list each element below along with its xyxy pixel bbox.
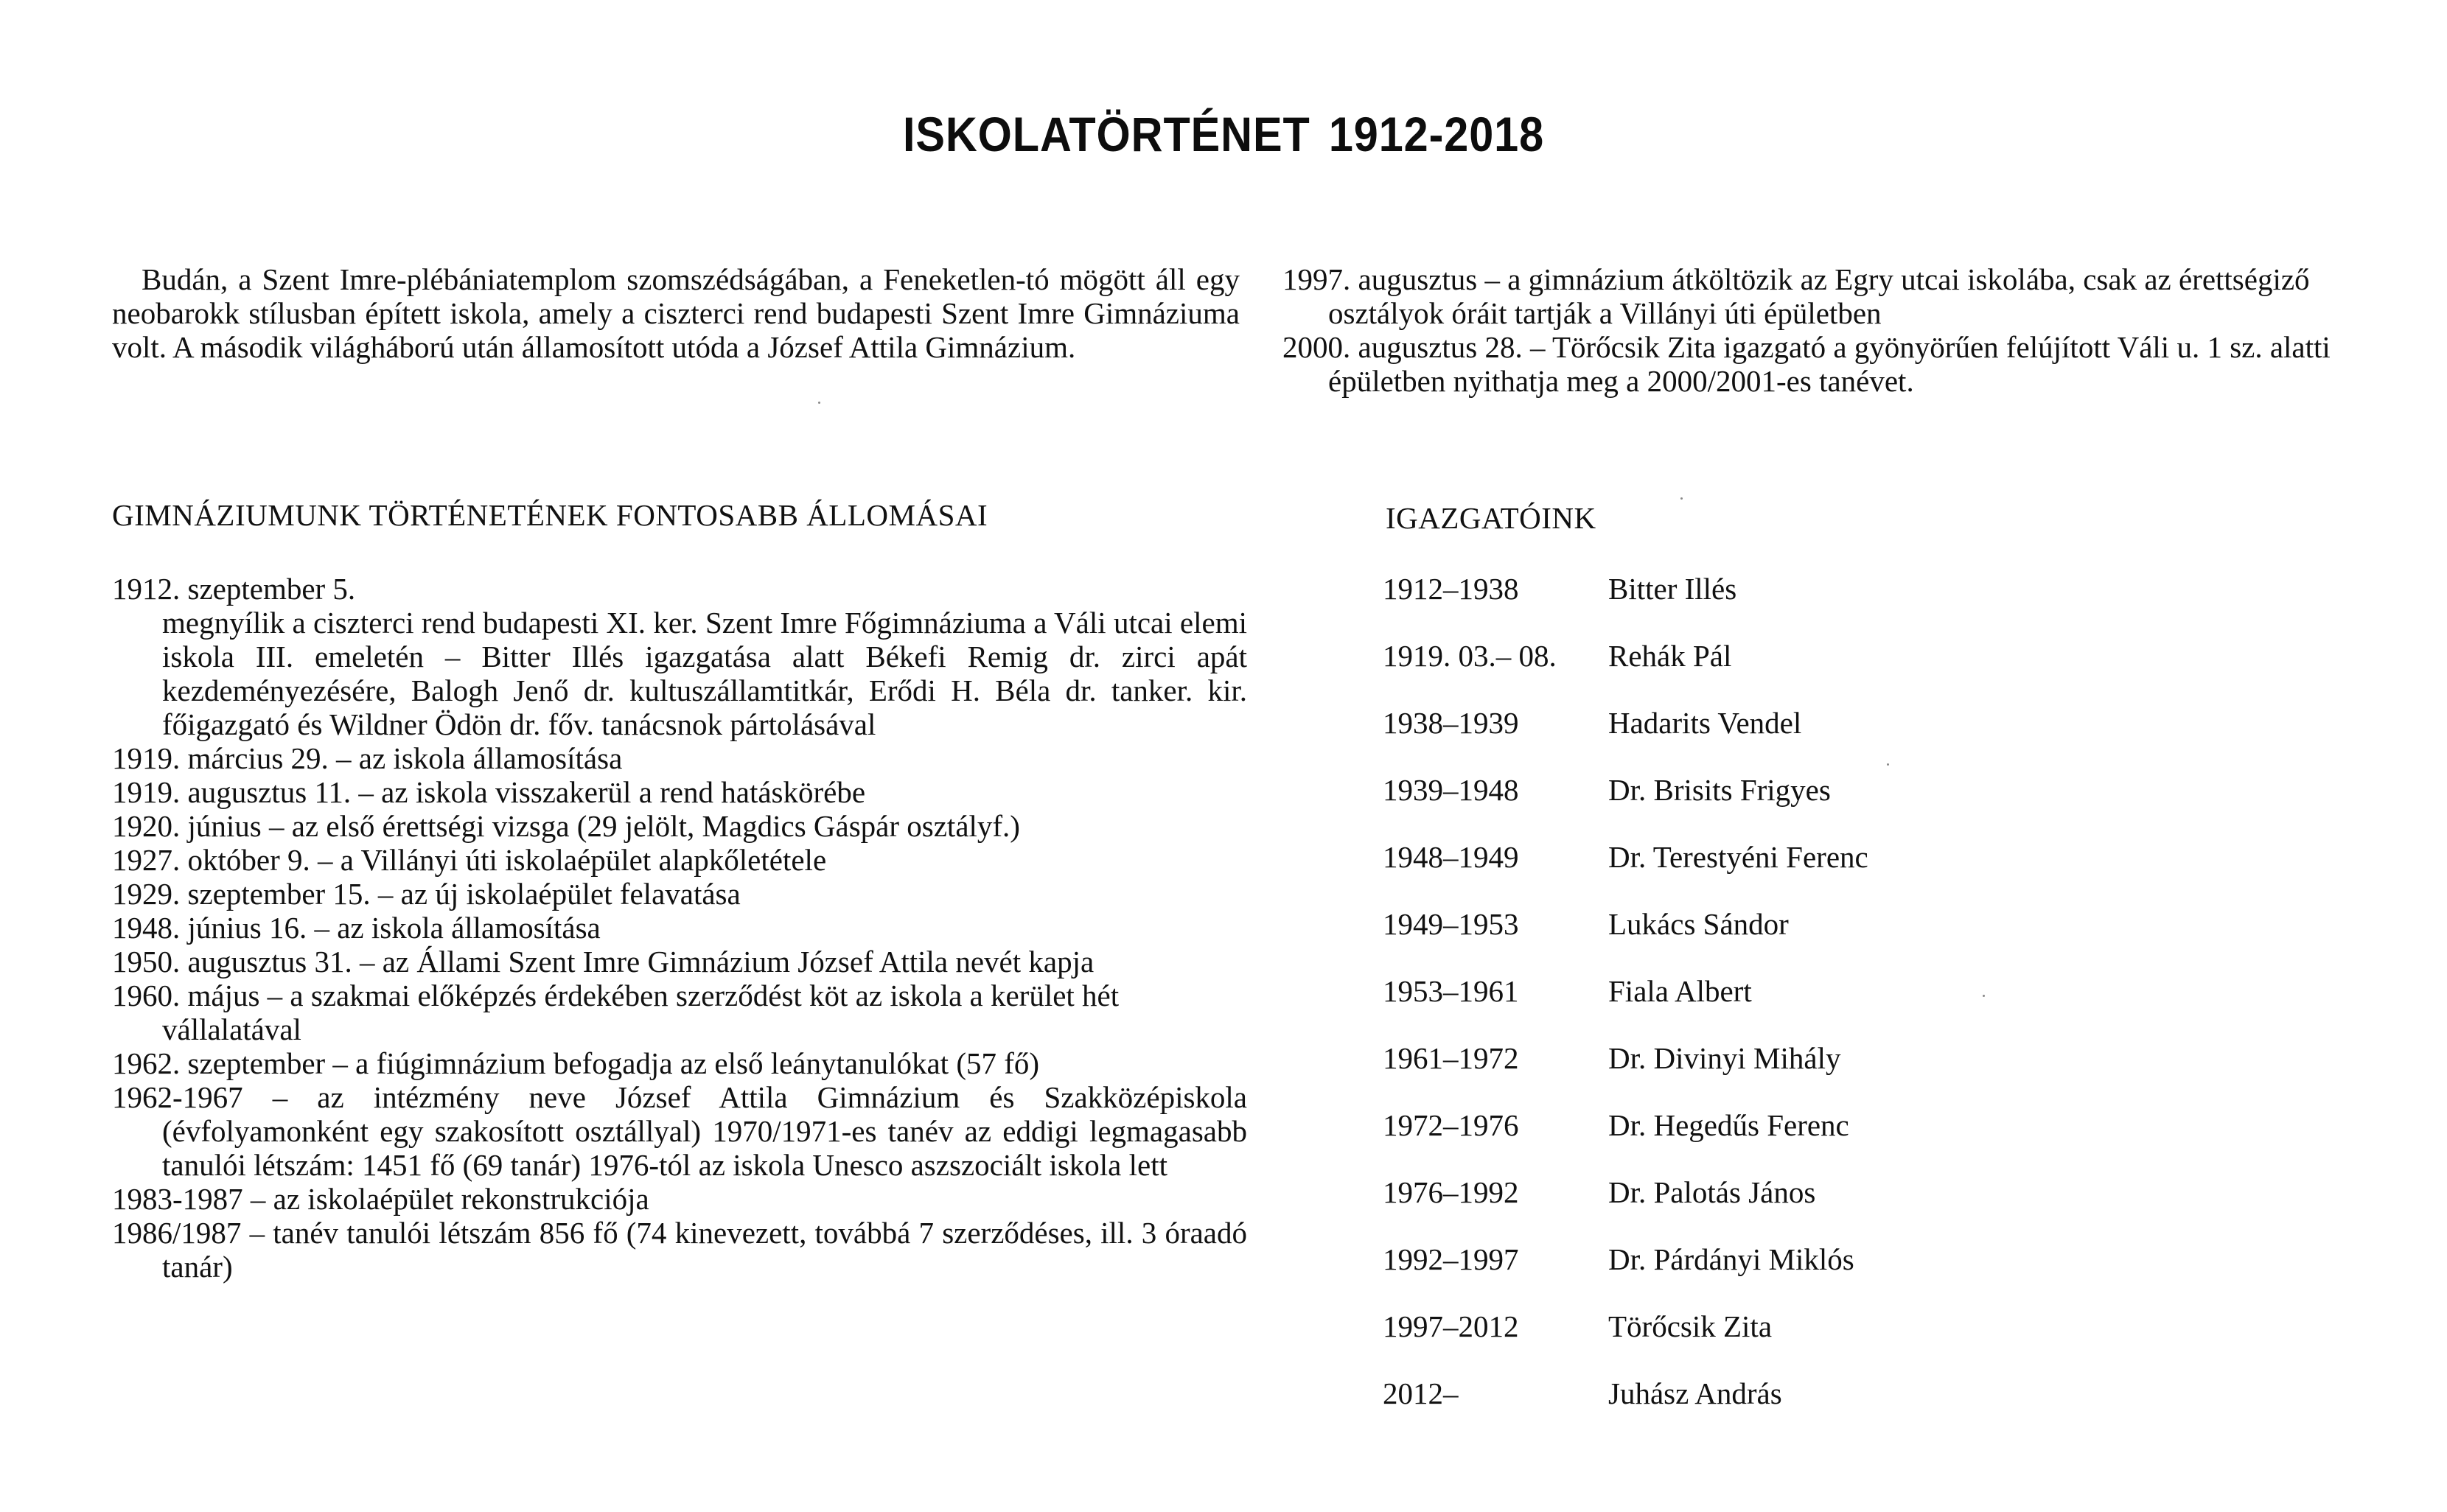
principal-row [1383, 1376, 2046, 1443]
principal-row [1383, 1041, 2046, 1108]
principal-name: Dr. Palotás János [1608, 1175, 1816, 1209]
principal-period: 1938–1939 [1383, 706, 1519, 740]
principal-name: Lukács Sándor [1608, 907, 1789, 941]
principal-name: Fiala Albert [1608, 974, 1752, 1008]
scan-speck [818, 402, 820, 404]
milestone-item: 1983-1987 – az iskolaépület rekonstrukciója [112, 1182, 649, 1216]
principal-row [1383, 1309, 2046, 1376]
principal-name: Hadarits Vendel [1608, 706, 1802, 740]
milestone-item: 1986/1987 – tanév tanulói létszám 856 fő (74 kinevezett, továbbá 7 szerződéses, ill. 3 óraadó tanár) [112, 1216, 1247, 1284]
principal-name: Bitter Illés [1608, 572, 1737, 606]
milestone-item: 1927. október 9. – a Villányi úti iskolaépület alapkőletétele [112, 843, 827, 877]
milestone-body: megnyílik a ciszterci rend budapesti XI. ker. Szent Imre Főgimnáziuma a Váli utcai elemi iskola III. emeletén – Bitter Illés igazgatása alatt Békefi Remig dr. zirci apát kezdeményezésére, Balogh Jenő dr. kultuszállamtitkár, Erődi H. Béla dr. tanker. kir. főigazgató és Wildner Ödön dr. főv. tanácsnok pártolásával [162, 606, 1247, 741]
principal-row [1383, 907, 2046, 974]
principal-row [1383, 639, 2046, 706]
principal-period: 1953–1961 [1383, 974, 1519, 1008]
principal-period: 1961–1972 [1383, 1041, 1519, 1075]
milestone-item: 1919. március 29. – az iskola államosítása [112, 741, 623, 775]
principal-name: Törőcsik Zita [1608, 1309, 1773, 1343]
milestone-item: 1948. június 16. – az iskola államosítása [112, 911, 601, 945]
principal-period: 1919. 03.– 08. [1383, 639, 1557, 673]
milestones-list [112, 572, 1247, 1284]
principal-name: Dr. Brisits Frigyes [1608, 773, 1831, 807]
principal-row [1383, 974, 2046, 1041]
scan-speck [1887, 763, 1889, 766]
principal-name: Dr. Divinyi Mihály [1608, 1041, 1841, 1075]
intro-paragraph: Budán, a Szent Imre-plébániatemplom szomszédságában, a Feneketlen-tó mögött áll egy neobarokk stílusban épített iskola, amely a ciszterci rend budapesti Szent Imre Gimnáziuma volt. A második világháború után államosított utóda a József Attila Gimnázium. [112, 262, 1240, 364]
milestone-item: 1950. augusztus 31. – az Állami Szent Imre Gimnázium József Attila nevét kapja [112, 945, 1095, 979]
principal-period: 1976–1992 [1383, 1175, 1519, 1209]
principal-name: Dr. Terestyéni Ferenc [1608, 840, 1868, 874]
principal-period: 1992–1997 [1383, 1242, 1519, 1276]
principal-name: Dr. Hegedűs Ferenc [1608, 1108, 1849, 1142]
principal-row [1383, 1108, 2046, 1175]
milestone-item: 1929. szeptember 15. – az új iskolaépület felavatása [112, 877, 741, 911]
principals-heading: IGAZGATÓINK [1386, 501, 1596, 535]
milestone-item [112, 572, 1247, 741]
title-text: ISKOLATÖRTÉNET [902, 107, 1310, 162]
principal-row [1383, 1242, 2046, 1309]
page-title [122, 106, 2325, 162]
principal-name: Juhász András [1608, 1376, 1782, 1410]
milestones-heading: GIMNÁZIUMUNK TÖRTÉNETÉNEK FONTOSABB ÁLLOMÁSAI [112, 498, 988, 532]
principals-list [1383, 572, 2046, 1443]
milestone-item: 1962. szeptember – a fiúgimnázium befogadja az első leánytanulókat (57 fő) [112, 1046, 1040, 1080]
principal-period: 1949–1953 [1383, 907, 1519, 941]
scan-speck [1983, 995, 1985, 997]
scan-speck [1680, 497, 1683, 500]
principal-period: 1997–2012 [1383, 1309, 1519, 1343]
intro-event: 1997. augusztus – a gimnázium átköltözik az Egry utcai iskolába, csak az érettségiző osztályok óráit tartják a Villányi úti épületben [1282, 262, 2310, 330]
principal-name: Rehák Pál [1608, 639, 1732, 673]
principal-row [1383, 773, 2046, 840]
milestone-date: 1912. szeptember 5. [112, 572, 356, 606]
principal-row [1383, 572, 2046, 639]
principal-period: 1972–1976 [1383, 1108, 1519, 1142]
title-years: 1912-2018 [1328, 107, 1545, 162]
milestone-item: 1960. május – a szakmai előképzés érdekében szerződést köt az iskola a kerület hét vállalatával [112, 979, 1120, 1046]
principal-name: Dr. Párdányi Miklós [1608, 1242, 1854, 1276]
intro-event: 2000. augusztus 28. – Törőcsik Zita igazgató a gyönyörűen felújított Váli u. 1 sz. alatti épületben nyithatja meg a 2000/2001-es tanévet. [1282, 330, 2331, 398]
principal-row [1383, 706, 2046, 773]
principal-period: 1948–1949 [1383, 840, 1519, 874]
milestone-item: 1919. augusztus 11. – az iskola visszakerül a rend hatáskörébe [112, 775, 866, 809]
principal-row [1383, 840, 2046, 907]
milestone-item: 1962-1967 – az intézmény neve József Attila Gimnázium és Szakközépiskola (évfolyamonként egy szakosított osztállyal) 1970/1971-es tanév az eddigi legmagasabb tanulói létszám: 1451 fő (69 tanár) 1976-tól az iskola Unesco aszszociált iskola lett [112, 1080, 1247, 1182]
principal-period: 1939–1948 [1383, 773, 1519, 807]
milestone-item: 1920. június – az első érettségi vizsga (29 jelölt, Magdics Gáspár osztályf.) [112, 809, 1020, 843]
intro-events [1282, 262, 2359, 398]
principal-period: 2012– [1383, 1376, 1459, 1410]
principal-period: 1912–1938 [1383, 572, 1519, 606]
principal-row [1383, 1175, 2046, 1242]
